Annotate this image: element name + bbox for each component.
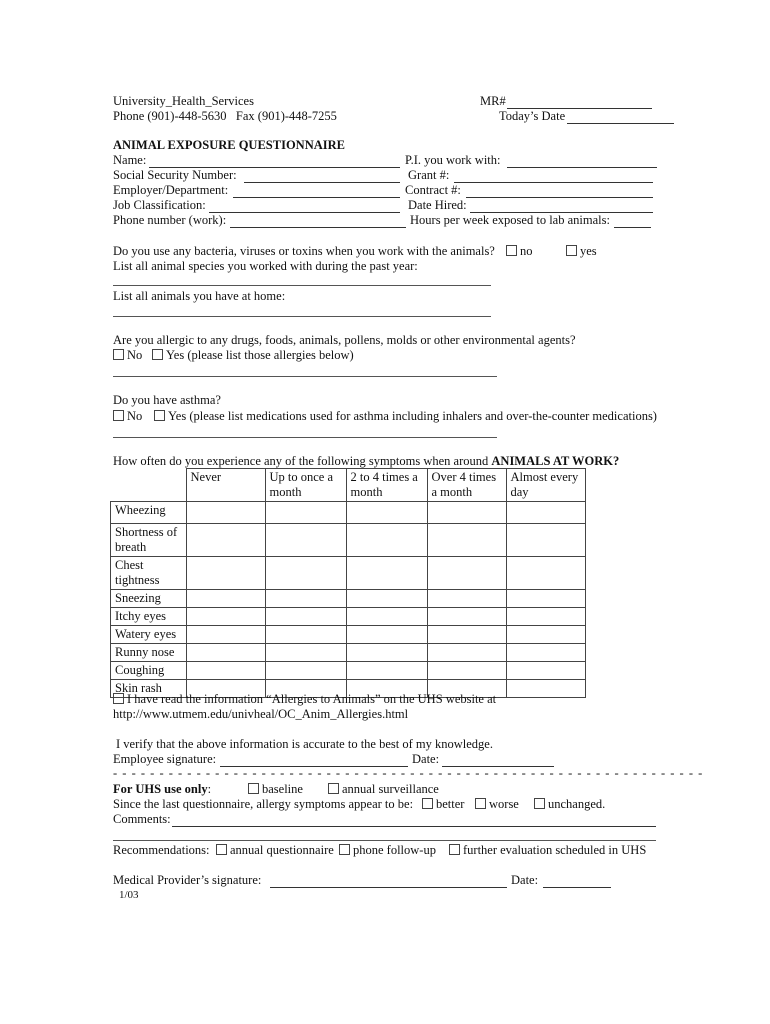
home-answer-line[interactable]	[113, 316, 491, 317]
mr-label: MR#	[480, 94, 506, 108]
checkbox-icon	[449, 844, 460, 855]
table-row	[111, 557, 586, 590]
col-header: Up to once a month	[265, 469, 346, 502]
checkbox-icon	[216, 844, 227, 855]
grant-label: Grant #:	[408, 168, 450, 182]
form-title: ANIMAL EXPOSURE QUESTIONNAIRE	[113, 138, 345, 152]
checkbox-icon	[154, 410, 165, 421]
table-cell[interactable]	[506, 557, 585, 590]
species-answer-line[interactable]	[113, 285, 491, 286]
row-label: Itchy eyes	[111, 608, 187, 626]
comments-label: Comments:	[113, 812, 171, 826]
table-cell[interactable]	[346, 608, 427, 626]
uhs-worse[interactable]: worse	[475, 797, 519, 812]
table-cell[interactable]	[427, 608, 506, 626]
table-cell[interactable]	[186, 662, 265, 680]
rec-further-evaluation[interactable]: further evaluation scheduled in UHS	[449, 843, 646, 858]
checkbox-icon	[248, 783, 259, 794]
provider-sig-label: Medical Provider’s signature:	[113, 873, 262, 887]
table-cell[interactable]	[506, 502, 585, 524]
col-header: Almost every day	[506, 469, 585, 502]
name-field[interactable]	[149, 154, 400, 168]
table-cell[interactable]	[346, 590, 427, 608]
table-row	[111, 502, 586, 524]
todays-date-label: Today’s Date	[499, 109, 566, 123]
table-cell[interactable]	[346, 502, 427, 524]
q-asthma-yes[interactable]: Yes (please list medications used for asthma including inhalers and over-the-counter medications)	[154, 409, 657, 424]
q-allergic-yes[interactable]: Yes (please list those allergies below)	[152, 348, 354, 363]
job-class-field[interactable]	[209, 199, 400, 213]
employee-date-label: Date:	[412, 752, 440, 766]
table-row	[111, 524, 586, 557]
uhs-label: For UHS use only:	[113, 782, 212, 796]
table-row	[111, 608, 586, 626]
col-header: Never	[186, 469, 265, 502]
table-cell[interactable]	[186, 608, 265, 626]
employee-date-field[interactable]	[442, 753, 554, 767]
table-cell[interactable]	[346, 626, 427, 644]
col-header: 2 to 4 times a month	[346, 469, 427, 502]
checkbox-icon	[534, 798, 545, 809]
row-label: Skin rash	[111, 680, 187, 698]
table-cell[interactable]	[427, 644, 506, 662]
separator-line: - - - - - - - - - - - - - - - - - - - - - - - - - - - - - - - - - - - - - - - - - - - - - - - - - - - - - - - - - - - - - - - -	[113, 766, 704, 780]
row-label: Watery eyes	[111, 626, 187, 644]
mr-field[interactable]	[507, 95, 652, 109]
row-label: Shortness of breath	[111, 524, 187, 557]
table-cell[interactable]	[186, 502, 265, 524]
uhs-unchanged[interactable]: unchanged.	[534, 797, 605, 812]
q-allergic-no[interactable]: No	[113, 348, 142, 363]
table-cell[interactable]	[346, 524, 427, 557]
table-cell[interactable]	[427, 524, 506, 557]
comments-field[interactable]	[172, 813, 656, 827]
table-cell[interactable]	[506, 626, 585, 644]
table-cell[interactable]	[427, 662, 506, 680]
q-toxins-no[interactable]: no	[506, 244, 533, 259]
pi-label: P.I. you work with:	[405, 153, 501, 167]
table-cell[interactable]	[186, 524, 265, 557]
row-label: Runny nose	[111, 644, 187, 662]
table-cell[interactable]	[427, 590, 506, 608]
allergies-answer-line[interactable]	[113, 376, 497, 377]
grant-field[interactable]	[454, 169, 653, 183]
employee-sig-label: Employee signature:	[113, 752, 217, 766]
table-cell[interactable]	[186, 557, 265, 590]
table-cell[interactable]	[265, 502, 346, 524]
website-link[interactable]: http://www.utmem.edu/univheal/OC_Anim_Allergies.html	[113, 707, 409, 721]
row-label: Coughing	[111, 662, 187, 680]
job-class-label: Job Classification:	[113, 198, 206, 212]
checkbox-icon	[113, 349, 124, 360]
recommendations-label: Recommendations:	[113, 843, 210, 857]
checkbox-icon	[422, 798, 433, 809]
uhs-baseline[interactable]: baseline	[248, 782, 303, 797]
table-cell[interactable]	[186, 590, 265, 608]
table-row	[111, 626, 586, 644]
checkbox-icon	[475, 798, 486, 809]
table-cell[interactable]	[506, 644, 585, 662]
table-cell[interactable]	[186, 626, 265, 644]
q-allergic: Are you allergic to any drugs, foods, animals, pollens, molds or other environmental agents?	[113, 333, 576, 347]
name-label: Name:	[113, 153, 147, 167]
table-cell[interactable]	[506, 608, 585, 626]
row-label: Sneezing	[111, 590, 187, 608]
employer-label: Employer/Department:	[113, 183, 229, 197]
table-cell[interactable]	[506, 524, 585, 557]
hours-field[interactable]	[614, 214, 651, 228]
uhs-since-text: Since the last questionnaire, allergy symptoms appear to be:	[113, 797, 414, 811]
rec-annual-questionnaire[interactable]: annual questionnaire	[216, 843, 334, 858]
table-cell[interactable]	[265, 644, 346, 662]
checkbox-icon	[113, 693, 124, 704]
contract-label: Contract #:	[405, 183, 461, 197]
q-toxins-yes[interactable]: yes	[566, 244, 597, 259]
uhs-better[interactable]: better	[422, 797, 464, 812]
q-asthma-no[interactable]: No	[113, 409, 142, 424]
symptoms-table	[110, 468, 586, 698]
ssn-label: Social Security Number:	[113, 168, 237, 182]
table-cell[interactable]	[346, 644, 427, 662]
hours-label: Hours per week exposed to lab animals:	[410, 213, 610, 227]
ssn-field[interactable]	[244, 169, 400, 183]
table-corner	[111, 469, 187, 502]
checkbox-icon	[339, 844, 350, 855]
table-row	[111, 644, 586, 662]
table-cell[interactable]	[427, 557, 506, 590]
provider-sig-field[interactable]	[270, 874, 507, 888]
read-info-line1[interactable]: I have read the information “Allergies to Animals” on the UHS website at	[113, 692, 496, 707]
table-cell[interactable]	[265, 524, 346, 557]
checkbox-icon	[566, 245, 577, 256]
provider-date-field[interactable]	[543, 874, 611, 888]
contract-field[interactable]	[466, 184, 653, 198]
q-asthma: Do you have asthma?	[113, 393, 221, 407]
checkbox-icon	[152, 349, 163, 360]
q-toxins: Do you use any bacteria, viruses or toxins when you work with the animals?	[113, 244, 495, 258]
org-name: University_Health_Services	[113, 94, 254, 108]
footer-code: 1/03	[119, 889, 139, 901]
q-species: List all animal species you worked with during the past year:	[113, 259, 418, 273]
todays-date-field[interactable]	[567, 110, 674, 124]
table-cell[interactable]	[265, 662, 346, 680]
table-cell[interactable]	[427, 626, 506, 644]
checkbox-icon	[113, 410, 124, 421]
table-cell[interactable]	[265, 608, 346, 626]
employer-field[interactable]	[233, 184, 400, 198]
col-header: Over 4 times a month	[427, 469, 506, 502]
provider-date-label: Date:	[511, 873, 539, 887]
table-cell[interactable]	[265, 590, 346, 608]
q-home: List all animals you have at home:	[113, 289, 286, 303]
checkbox-icon	[506, 245, 517, 256]
table-cell[interactable]	[265, 557, 346, 590]
table-cell[interactable]	[506, 590, 585, 608]
rec-phone-follow-up[interactable]: phone follow-up	[339, 843, 436, 858]
date-hired-field[interactable]	[470, 199, 653, 213]
checkbox-icon	[328, 783, 339, 794]
table-cell[interactable]	[506, 662, 585, 680]
asthma-answer-line[interactable]	[113, 437, 497, 438]
date-hired-label: Date Hired:	[408, 198, 467, 212]
phone-fax: Phone (901)-448-5630 Fax (901)-448-7255	[113, 109, 337, 123]
table-cell[interactable]	[186, 644, 265, 662]
table-cell[interactable]	[427, 502, 506, 524]
employee-sig-field[interactable]	[220, 753, 408, 767]
table-cell[interactable]	[506, 680, 585, 698]
phone-work-label: Phone number (work):	[113, 213, 227, 227]
verify-statement: I verify that the above information is accurate to the best of my knowledge.	[116, 737, 493, 751]
row-label: Wheezing	[111, 502, 187, 524]
table-cell[interactable]	[346, 662, 427, 680]
phone-work-field[interactable]	[230, 214, 406, 228]
comments-line-2[interactable]	[113, 840, 656, 841]
table-row	[111, 590, 586, 608]
table-row	[111, 662, 586, 680]
symptoms-question: How often do you experience any of the following symptoms when around ANIMALS AT WORK?	[113, 454, 620, 468]
pi-field[interactable]	[507, 154, 657, 168]
uhs-annual-surveillance[interactable]: annual surveillance	[328, 782, 439, 797]
table-header-row	[111, 469, 586, 502]
table-cell[interactable]	[265, 626, 346, 644]
table-cell[interactable]	[346, 557, 427, 590]
row-label: Chest tightness	[111, 557, 187, 590]
